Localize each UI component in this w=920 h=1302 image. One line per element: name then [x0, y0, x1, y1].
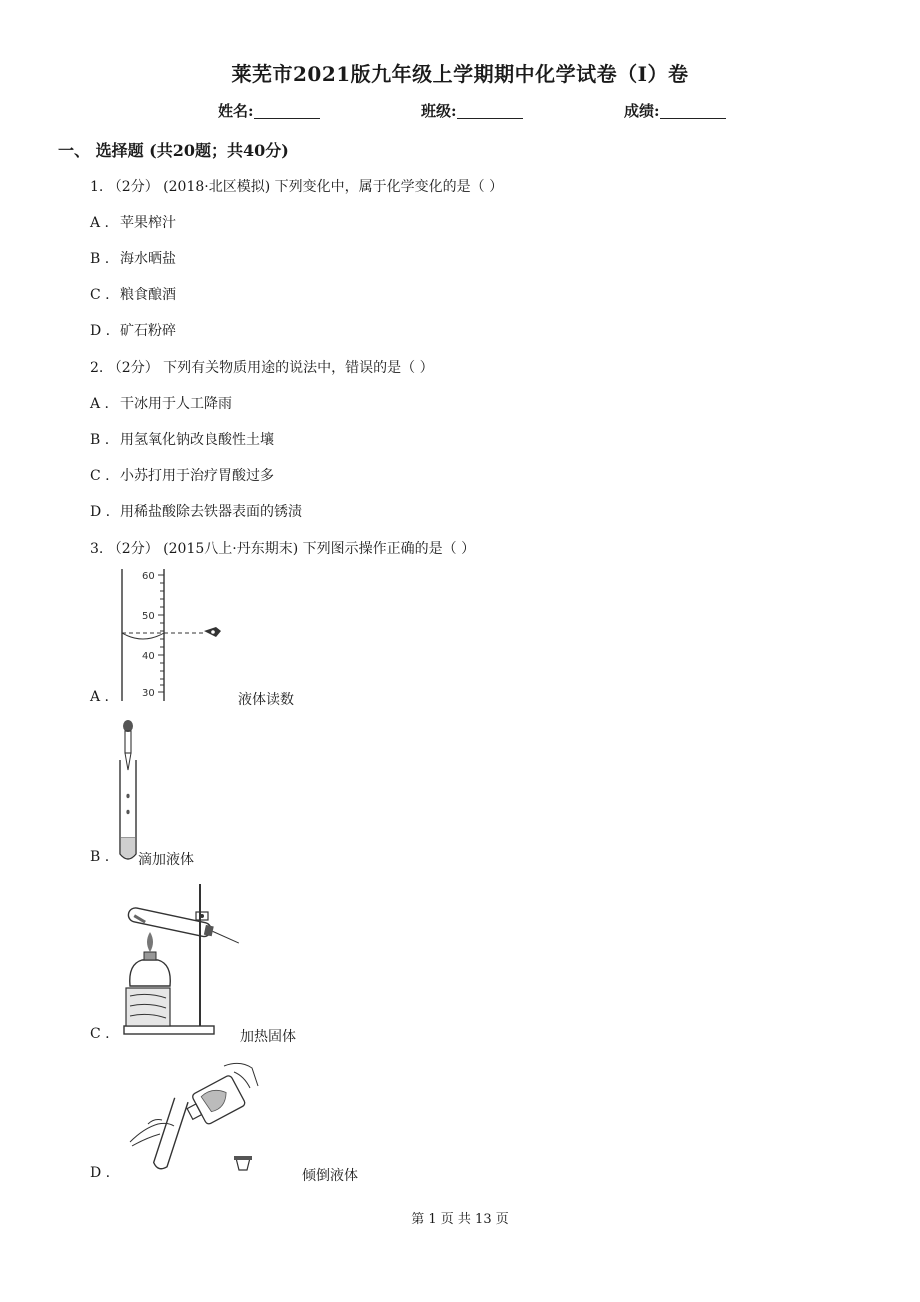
name-blank[interactable] — [254, 102, 320, 119]
question-1-option-b[interactable] — [90, 248, 176, 268]
option-text: 干冰用于人工降雨 — [120, 396, 232, 412]
option-letter: B . — [90, 251, 110, 267]
tick-label: 60 — [142, 571, 155, 582]
name-field[interactable] — [218, 100, 320, 121]
class-field[interactable] — [421, 100, 523, 121]
bottle-stopper — [234, 1156, 252, 1170]
question-1-option-c[interactable] — [90, 284, 176, 304]
tick-label: 50 — [142, 611, 155, 622]
page-title: 莱芜市2021版九年级上学期期中化学试卷（I）卷 — [231, 62, 689, 86]
option-letter: C . — [90, 1026, 110, 1042]
question-3-option-d[interactable] — [90, 1165, 120, 1181]
meniscus — [122, 633, 164, 639]
tick-label: 30 — [142, 688, 155, 699]
option-letter: A . — [90, 215, 110, 231]
dropper-test-tube-figure — [110, 718, 160, 868]
option-text: 海水晒盐 — [120, 251, 176, 267]
option-letter: D . — [90, 504, 111, 520]
question-3-option-a[interactable] — [90, 689, 120, 705]
option-c-caption: 加热固体 — [240, 1029, 296, 1045]
name-label: 姓名: — [218, 102, 254, 120]
option-a-caption: 液体读数 — [238, 692, 294, 708]
dropper-bulb — [123, 720, 133, 732]
reagent-bottle — [182, 1074, 246, 1129]
question-2-option-a[interactable] — [90, 393, 232, 413]
pouring-liquid-figure — [124, 1058, 264, 1183]
stand-base — [124, 1026, 214, 1034]
question-1-option-d[interactable] — [90, 320, 176, 340]
question-2-option-d[interactable] — [90, 501, 302, 521]
option-text: 小苏打用于治疗胃酸过多 — [120, 468, 274, 484]
score-field[interactable] — [624, 100, 726, 121]
score-label: 成绩: — [624, 102, 660, 120]
option-d-caption: 倾倒液体 — [302, 1168, 358, 1184]
dropper-tube — [125, 731, 131, 753]
option-text: 苹果榨汁 — [120, 215, 176, 231]
option-text: 粮食酿酒 — [120, 287, 176, 303]
score-blank[interactable] — [660, 102, 726, 119]
option-letter: C . — [90, 287, 110, 303]
question-1-stem: 1. （2分） (2018·北区模拟) 下列变化中，属于化学变化的是（ ） — [90, 179, 504, 195]
page-footer: 第 1 页 共 13 页 — [411, 1212, 509, 1227]
question-1-option-a[interactable] — [90, 212, 176, 232]
question-2-stem: 2. （2分） 下列有关物质用途的说法中，错误的是（ ） — [90, 360, 434, 376]
question-2-option-b[interactable] — [90, 429, 274, 449]
angled-test-tube — [127, 907, 241, 944]
question-3-option-b[interactable] — [90, 849, 120, 865]
question-2-option-c[interactable] — [90, 465, 274, 485]
eye-icon — [204, 627, 221, 637]
option-letter: A . — [90, 396, 110, 412]
option-b-caption: 滴加液体 — [138, 852, 194, 868]
option-text: 用稀盐酸除去铁器表面的锈渍 — [120, 504, 302, 520]
question-3-stem: 3. （2分） (2015八上·丹东期末) 下列图示操作正确的是（ ） — [90, 541, 476, 557]
tick-label: 40 — [142, 651, 155, 662]
option-text: 矿石粉碎 — [120, 323, 176, 339]
right-hand — [224, 1063, 258, 1086]
alcohol-lamp — [130, 960, 171, 986]
section-title: 一、 选择题 (共20题；共40分) — [58, 141, 289, 160]
option-letter: C . — [90, 468, 110, 484]
heating-solid-figure — [118, 880, 248, 1040]
option-letter: B . — [90, 432, 110, 448]
option-letter: D . — [90, 1165, 111, 1181]
class-blank[interactable] — [457, 102, 523, 119]
left-hand — [130, 1123, 174, 1142]
class-label: 班级: — [421, 102, 457, 120]
flame — [147, 932, 153, 952]
question-3-option-c[interactable] — [90, 1026, 120, 1042]
option-letter: A . — [90, 689, 110, 705]
graduated-cylinder-figure — [110, 565, 240, 705]
option-text: 用氢氧化钠改良酸性土壤 — [120, 432, 274, 448]
option-letter: D . — [90, 323, 111, 339]
option-letter: B . — [90, 849, 110, 865]
